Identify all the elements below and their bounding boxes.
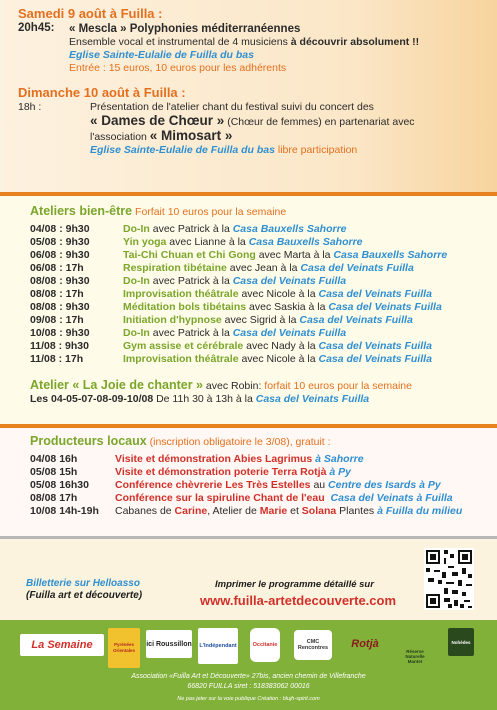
producteur-row-last (30, 505, 477, 518)
atelier-place: Casa del Veinats Fuilla (328, 301, 442, 313)
samedi-subtitle: Polyphonies méditerranéennes (126, 23, 301, 35)
atelier-name: Improvisation théâtrale (123, 288, 239, 300)
atelier-row (30, 262, 477, 275)
producteur-name: Visite et démonstration Abies Lagrimus (115, 453, 313, 465)
atelier-name: Respiration tibétaine (123, 262, 227, 274)
atelier-row (30, 223, 477, 236)
atelier-with: avec Sigrid à la (221, 314, 300, 326)
atelier-date: 08/08 : 17h (30, 288, 84, 300)
footer-city: 66820 FUILLA siret : 518383062 00016 (187, 683, 310, 690)
atelier-row (30, 314, 477, 327)
last-g: Plantes (336, 505, 378, 517)
logo-reserve-mantet: Réserve Naturelle Mantet (405, 649, 425, 664)
sponsors-section (0, 620, 497, 710)
atelier-with: avec Saskia à la (246, 301, 329, 313)
producteur-name: Visite et démonstration poterie Terra Rotjà (115, 466, 327, 478)
last-e: et (287, 505, 302, 517)
print-text: Imprimer le programme détaillé sur (215, 579, 374, 590)
last-a: Cabanes de (115, 505, 175, 517)
atelier-date: 11/08 : 17h (30, 353, 84, 365)
dimanche-place: Eglise Sainte-Eulalie de Fuilla du bas (90, 144, 275, 156)
producteur-row (30, 453, 477, 466)
billetterie-section (0, 540, 497, 618)
atelier-row (30, 340, 477, 353)
producteur-last-date: 10/08 14h-19h (30, 505, 99, 517)
dimanche-event (18, 101, 479, 157)
atelier-name: Improvisation théâtrale (123, 353, 239, 365)
atelier-name: Gym assise et cérébrale (123, 340, 244, 352)
atelier-with: avec Patrick à la (149, 223, 233, 235)
atelier-with: avec Patrick à la (149, 275, 233, 287)
atelier-with: avec Nicole à la (238, 288, 319, 300)
atelier-row (30, 353, 477, 366)
samedi-desc-bold: à découvrir absolument !! (290, 36, 420, 48)
atelier-row (30, 236, 477, 249)
atelier-name: Do-In (123, 223, 150, 235)
dimanche-time: 18h : (18, 101, 42, 113)
footer-assoc: Association «Fuilla Art et Découverte» 27bis, ancien chemin de Villefranche (131, 673, 366, 680)
samedi-place: Eglise Sainte-Eulalie de Fuilla du bas (69, 49, 254, 61)
atelier-place: Casa del Veinats Fuilla (232, 275, 347, 287)
atelier-date: 08/08 : 9h30 (30, 275, 90, 287)
atelier-with: avec Nady à la (243, 340, 319, 352)
dimanche-assoc: « Mimosart » (149, 128, 233, 143)
ateliers-section (0, 196, 497, 424)
atelier-row (30, 327, 477, 340)
producteur-row (30, 466, 477, 479)
producteurs-section (0, 428, 497, 536)
billetterie-line2: (Fuilla art et découverte) (26, 590, 143, 601)
dimanche-price: libre participation (274, 144, 358, 156)
footer-credits: Ne pas jeter sur la voie publique Création : blujh-spirit.com (177, 696, 320, 702)
samedi-title: Samedi 9 août à Fuilla : (18, 6, 163, 21)
billetterie-info (26, 578, 142, 602)
atelier-date: 05/08 : 9h30 (30, 236, 90, 248)
samedi-time: 20h45: (18, 22, 55, 34)
producteur-date: 04/08 16h (30, 453, 78, 465)
ateliers-title: Ateliers bien-être (30, 204, 133, 218)
chant-place: Casa del Veinats Fuilla (255, 393, 370, 405)
dimanche-title: Dimanche 10 août à Fuilla : (18, 85, 186, 100)
atelier-place: Casa Bauxells Sahorre (333, 249, 448, 261)
producteur-place: Casa del Veinats à Fuilla (330, 492, 453, 504)
atelier-date: 04/08 : 9h30 (30, 223, 90, 235)
atelier-with: avec Patrick à la (149, 327, 233, 339)
atelier-date: 09/08 : 17h (30, 314, 84, 326)
producteur-date: 05/08 15h (30, 466, 78, 478)
producteur-place: à Py (329, 466, 351, 478)
chant-with: avec Robin: (203, 380, 265, 392)
producteur-row (30, 479, 477, 492)
producteurs-list (30, 453, 477, 505)
ateliers-list (30, 223, 477, 366)
atelier-name: Méditation bols tibétains (123, 301, 247, 313)
atelier-date: 10/08 : 9h30 (30, 327, 90, 339)
logo-independant: L'Indépendant (198, 628, 238, 664)
chant-dates: Les 04-05-07-08-09-10/08 (30, 393, 154, 405)
atelier-with: avec Marta à la (255, 249, 334, 261)
producteur-sep: au (310, 479, 329, 491)
chant-time: De 11h 30 à 13h à la (153, 393, 256, 405)
producteurs-title: Producteurs locaux (30, 434, 147, 448)
atelier-date: 11/08 : 9h30 (30, 340, 89, 352)
dimanche-line2: (Chœur de femmes) en partenariat avec (224, 116, 415, 128)
logo-la-semaine: La Semaine (20, 634, 104, 656)
logo-occitanie: Occitanie (250, 628, 280, 662)
website-link[interactable]: www.fuilla-artetdecouverte.com (200, 593, 397, 608)
atelier-row (30, 301, 477, 314)
dimanche-line3: l'association (90, 131, 150, 143)
atelier-place: Casa Bauxells Sahorre (232, 223, 347, 235)
dimanche-name: « Dames de Chœur » (90, 113, 225, 128)
samedi-event (18, 22, 479, 75)
atelier-place: Casa del Veinats Fuilla (232, 327, 347, 339)
producteur-place: à Sahorre (315, 453, 364, 465)
atelier-place: Casa del Veinats Fuilla (299, 314, 413, 326)
atelier-name: Yin yoga (123, 236, 167, 248)
atelier-date: 06/08 : 9h30 (30, 249, 90, 261)
atelier-name: Initiation d'hypnose (123, 314, 222, 326)
events-section (0, 0, 497, 192)
producteurs-heading (30, 434, 477, 450)
dimanche-line1: Présentation de l'atelier chant du festival suivi du concert des (90, 101, 374, 113)
atelier-date: 08/08 : 9h30 (30, 301, 90, 313)
atelier-place: Casa del Veinats Fuilla (318, 288, 432, 300)
samedi-price: Entrée : 15 euros, 10 euros pour les adhérents (69, 62, 287, 74)
atelier-with: avec Lianne à la (166, 236, 249, 248)
logo-nohedes: Nohèdes (448, 628, 474, 656)
atelier-name: Do-In (123, 275, 150, 287)
logo-cmc: CMC Rencontres (294, 630, 332, 660)
logo-ici-roussillon: ici Roussillon (146, 630, 192, 658)
atelier-row (30, 275, 477, 288)
producteur-date: 08/08 17h (30, 492, 78, 504)
last-b: Carine (174, 505, 208, 517)
separator-grey (0, 536, 497, 539)
ateliers-subtitle: Forfait 10 euros pour la semaine (132, 206, 287, 218)
producteur-row (30, 492, 477, 505)
last-place: à Fuilla du milieu (377, 505, 463, 517)
billetterie-line1[interactable]: Billetterie sur Helloasso (26, 578, 140, 589)
atelier-name: Do-In (123, 327, 150, 339)
atelier-place: Casa del Veinats Fuilla (318, 340, 432, 352)
last-d: Marie (259, 505, 288, 517)
logo-rotja: Rotjà (351, 638, 379, 650)
atelier-date: 06/08 : 17h (30, 262, 84, 274)
atelier-name: Tai-Chi Chuan et Chi Gong (123, 249, 256, 261)
atelier-with: avec Jean à la (226, 262, 301, 274)
last-c: , Atelier de (207, 505, 260, 517)
producteur-place: Centre des Isards à Py (328, 479, 441, 491)
chant-heading (30, 378, 477, 393)
qr-code-icon (424, 548, 474, 610)
producteur-name: Conférence sur la spiruline Chant de l'eau (115, 492, 325, 504)
atelier-with: avec Nicole à la (238, 353, 319, 365)
atelier-row (30, 249, 477, 262)
atelier-place: Casa Bauxells Sahorre (248, 236, 363, 248)
producteur-name: Conférence chèvrerie Les Très Estelles (115, 479, 311, 491)
samedi-name: « Mescla » (69, 23, 127, 35)
chant-details (30, 393, 477, 406)
producteur-date: 05/08 16h30 (30, 479, 89, 491)
atelier-place: Casa del Veinats Fuilla (318, 353, 432, 365)
atelier-row (30, 288, 477, 301)
producteurs-subtitle: (inscription obligatoire le 3/08), gratuit : (146, 436, 331, 448)
chant-price: forfait 10 euros pour la semaine (264, 380, 412, 392)
logo-pyrenees-orientales: Pyrénées Orientales (108, 628, 140, 668)
atelier-place: Casa del Veinats Fuilla (300, 262, 414, 274)
ateliers-heading (30, 204, 477, 220)
last-f: Solana (301, 505, 337, 517)
chant-title: Atelier « La Joie de chanter » (30, 378, 203, 392)
samedi-desc: Ensemble vocal et instrumental de 4 musiciens (69, 36, 291, 48)
